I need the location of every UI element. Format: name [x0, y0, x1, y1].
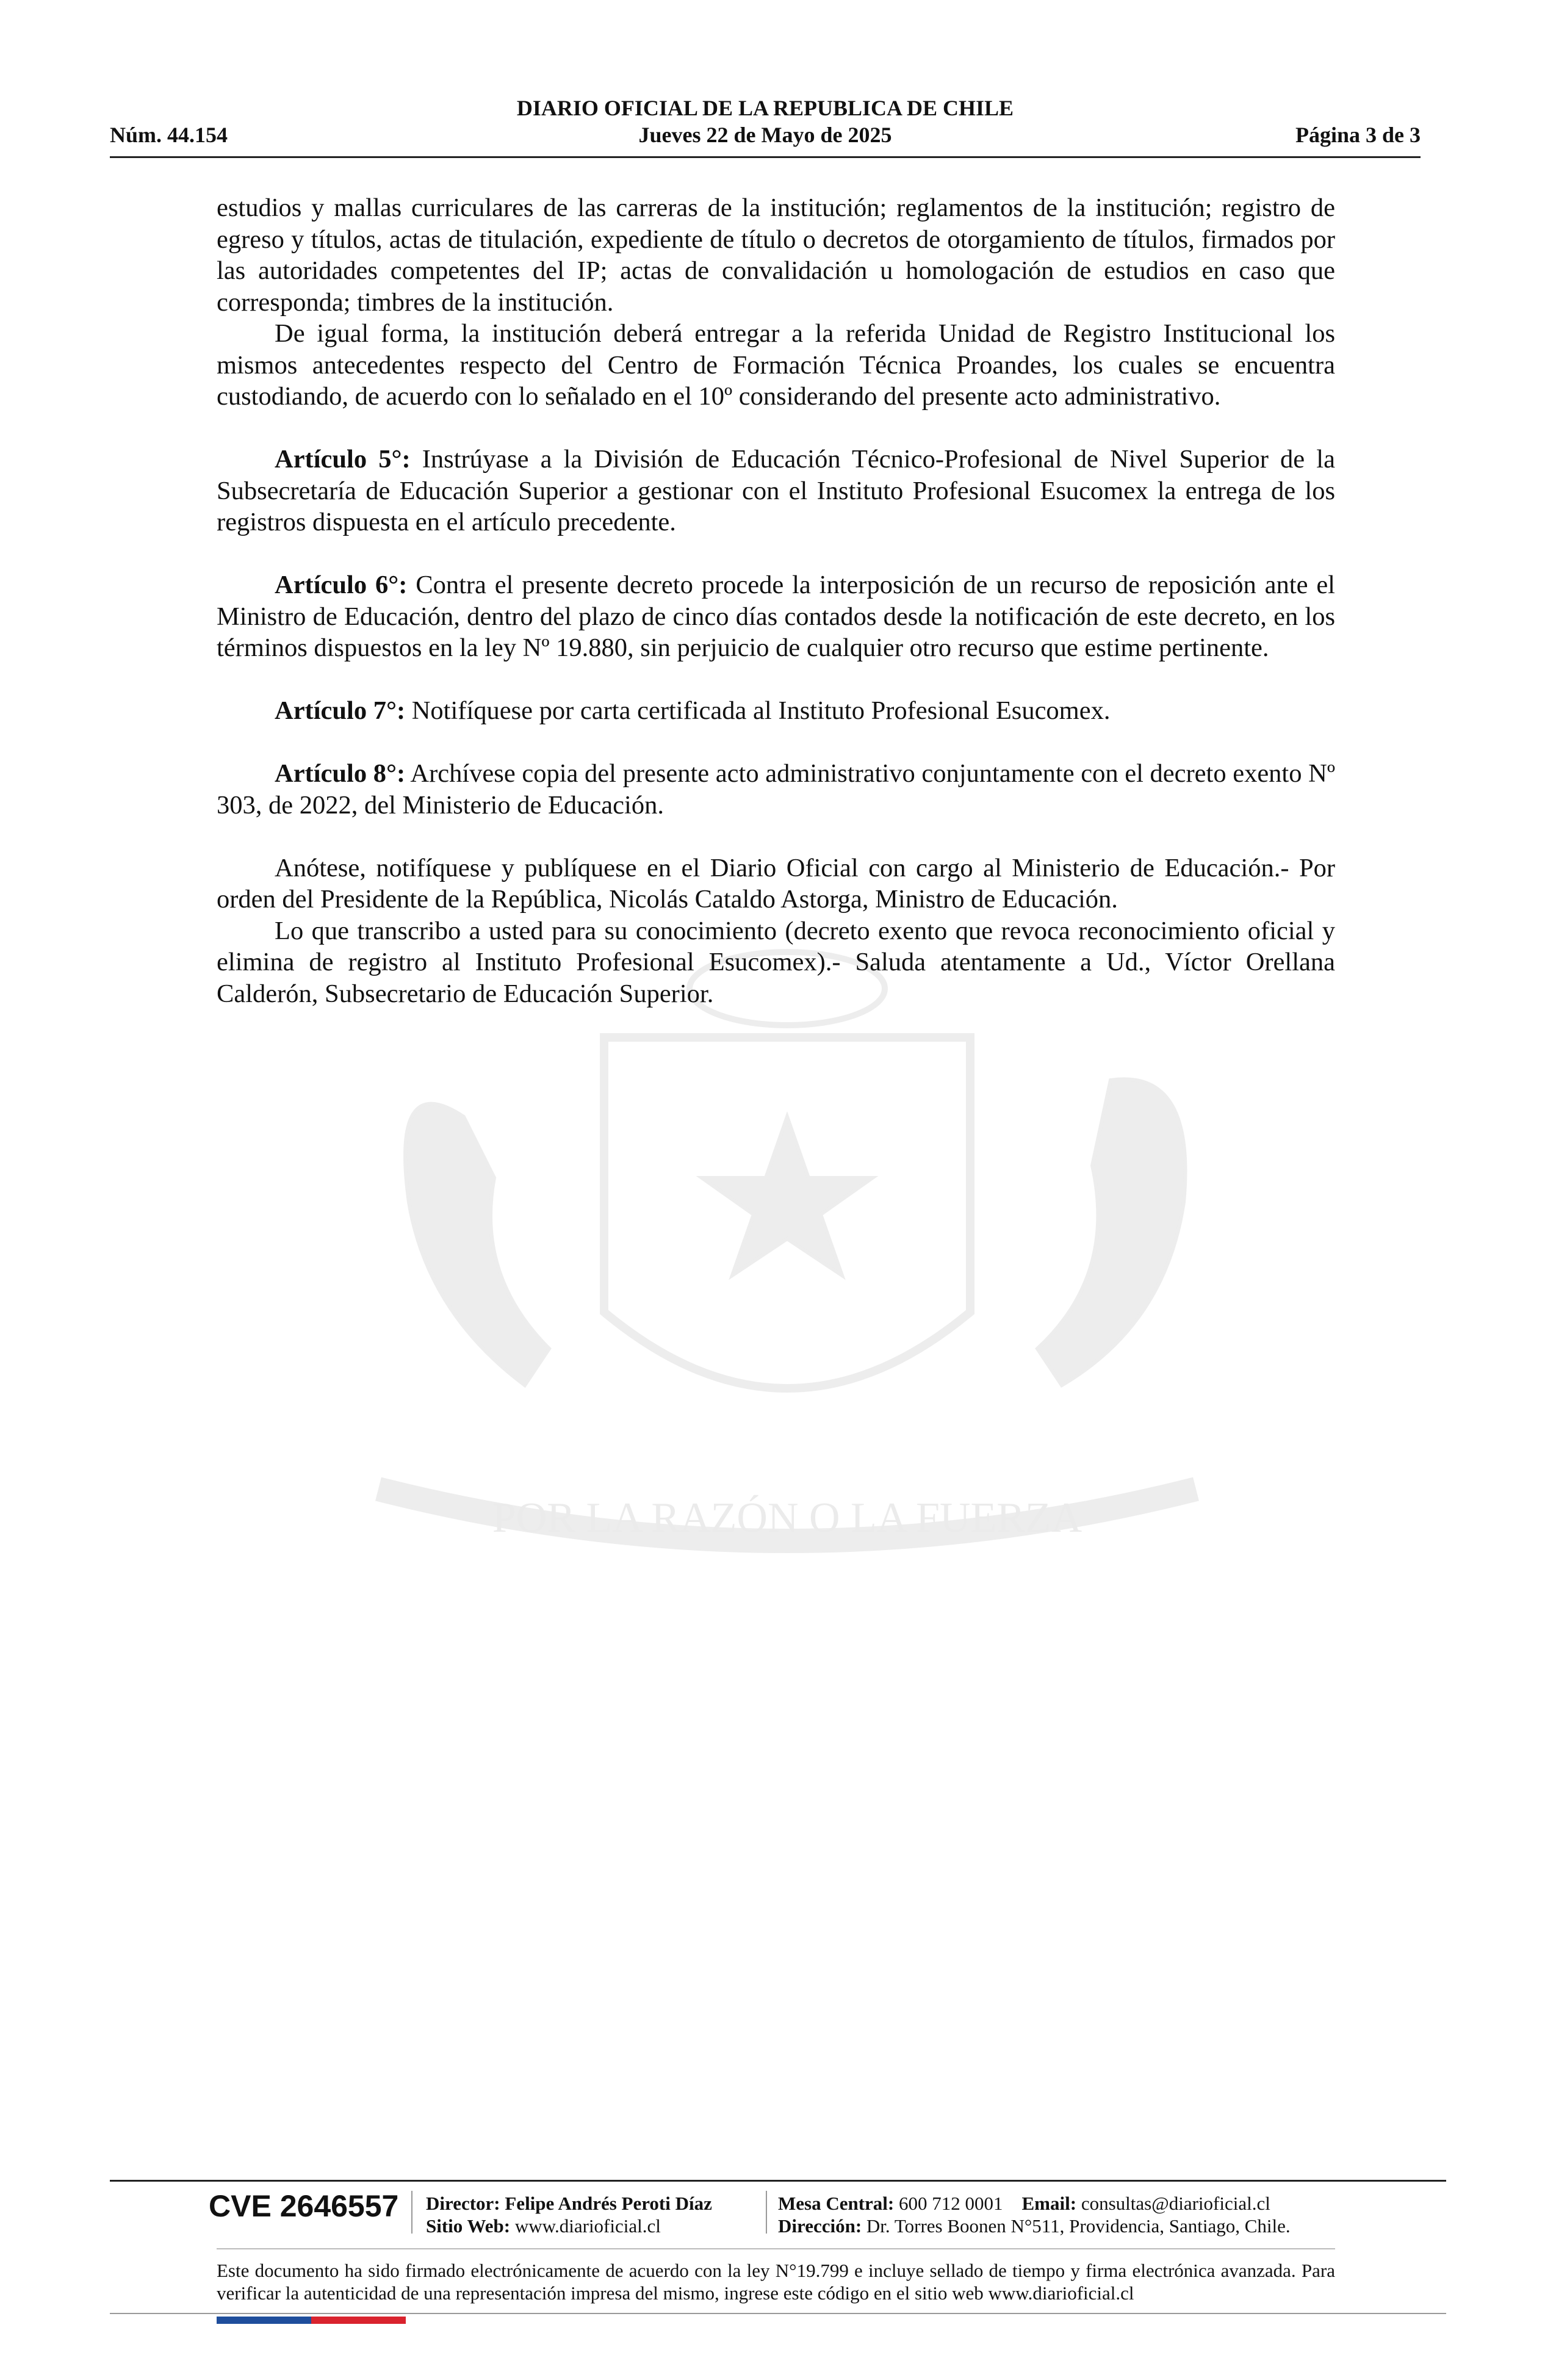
header-divider [110, 156, 1421, 158]
website-line [426, 2215, 712, 2237]
director-line [426, 2192, 712, 2215]
paragraph-continuation: estudios y mallas curriculares de las carreras de la institución; reglamentos de la institución; registro de egreso y títulos, actas de titulación, expediente de título o decretos de otorgamiento de títulos, firmados por las autoridades competentes del IP; actas de convalidación u homologación de estudios en caso que corresponda; timbres de la institución. [217, 193, 1335, 317]
signature-note: Este documento ha sido firmado electrónicamente de acuerdo con la ley N°19.799 e incluye sellado de tiempo y firma electrónica avanzada. Para verificar la autenticidad de una representación impresa del mismo, ingrese este código en el sitio web www.diarioficial.cl [217, 2260, 1335, 2304]
article-6-label: Artículo 6°: [275, 571, 408, 599]
email-label: Email: [1021, 2193, 1077, 2214]
page-header [110, 92, 1421, 159]
motto-text: POR LA RAZÓN O LA FUERZA [492, 1495, 1082, 1542]
publication-title: DIARIO OFICIAL DE LA REPUBLICA DE CHILE [516, 96, 1014, 120]
flag-color-bar [217, 2317, 406, 2324]
address-value: Dr. Torres Boonen N°511, Providencia, Santiago, Chile. [862, 2215, 1291, 2237]
footer-divider-mid [217, 2248, 1335, 2249]
email-link[interactable]: consultas@diarioficial.cl [1076, 2193, 1270, 2214]
article-8-label: Artículo 8°: [275, 759, 406, 788]
flag-red-segment [311, 2317, 406, 2324]
article-6 [217, 569, 1335, 664]
contact-line [778, 2192, 1291, 2215]
website-link[interactable]: www.diarioficial.cl [510, 2215, 661, 2237]
flag-blue-segment [217, 2317, 311, 2324]
paragraph-anotese: Anótese, notifíquese y publíquese en el Diario Oficial con cargo al Ministerio de Educación.- Por orden del Presidente de la República, Nicolás Cataldo Astorga, Ministro de Educación. [217, 853, 1335, 914]
article-5 [217, 444, 1335, 538]
article-8-text: Archívese copia del presente acto administrativo conjuntamente con el decreto exento Nº 303, de 2022, del Ministerio de Educación. [217, 759, 1335, 820]
director-label: Director: [426, 2193, 500, 2214]
address-line [778, 2215, 1291, 2237]
paragraph-registry: De igual forma, la institución deberá entregar a la referida Unidad de Registro Institucional los mismos antecedentes respecto del Centro de Formación Técnica Proandes, los cuales se encuentra custodiando, de acuerdo con lo señalado en el 10º considerando del presente acto administrativo. [217, 319, 1335, 411]
article-6-text: Contra el presente decreto procede la interposición de un recurso de reposición ante el Ministro de Educación, dentro del plazo de cinco días contados desde la notificación de este decreto, en los términos dispuestos en la ley Nº 19.880, sin perjuicio de cualquier otro recurso que estime pertinente. [217, 571, 1335, 662]
mesa-phone: 600 712 0001 [894, 2193, 1003, 2214]
issue-number: Núm. 44.154 [110, 123, 228, 147]
article-7-text: Notifíquese por carta certificada al Instituto Profesional Esucomex. [405, 696, 1111, 725]
director-name: Felipe Andrés Peroti Díaz [500, 2193, 712, 2214]
document-body [217, 192, 1335, 1009]
article-5-text: Instrúyase a la División de Educación Técnico-Profesional de Nivel Superior de la Subsecretaría de Educación Superior a gestionar con el Instituto Profesional Esucomex la entrega de los registros dispuesta en el artículo precedente. [217, 445, 1335, 536]
cve-code: CVE 2646557 [209, 2189, 399, 2223]
paragraph-transcribo: Lo que transcribo a usted para su conocimiento (decreto exento que revoca reconocimiento oficial y elimina de registro al Instituto Profesional Esucomex).- Saluda atentamente a Ud., Víctor Orellana Calderón, Subsecretario de Educación Superior. [217, 916, 1335, 1008]
article-8 [217, 758, 1335, 821]
website-label: Sitio Web: [426, 2215, 511, 2237]
address-label: Dirección: [778, 2215, 862, 2237]
article-7 [217, 695, 1335, 727]
page-number: Página 3 de 3 [1295, 123, 1421, 147]
article-7-label: Artículo 7°: [275, 696, 406, 725]
mesa-label: Mesa Central: [778, 2193, 895, 2214]
footer-director-column [426, 2192, 712, 2237]
footer-separator [411, 2191, 412, 2234]
footer-contact-column [778, 2192, 1291, 2237]
footer-separator [766, 2191, 767, 2234]
footer-divider-top [110, 2180, 1446, 2182]
article-5-label: Artículo 5°: [275, 445, 411, 474]
footer-divider-bottom [110, 2313, 1446, 2314]
issue-date: Jueves 22 de Mayo de 2025 [638, 123, 892, 147]
